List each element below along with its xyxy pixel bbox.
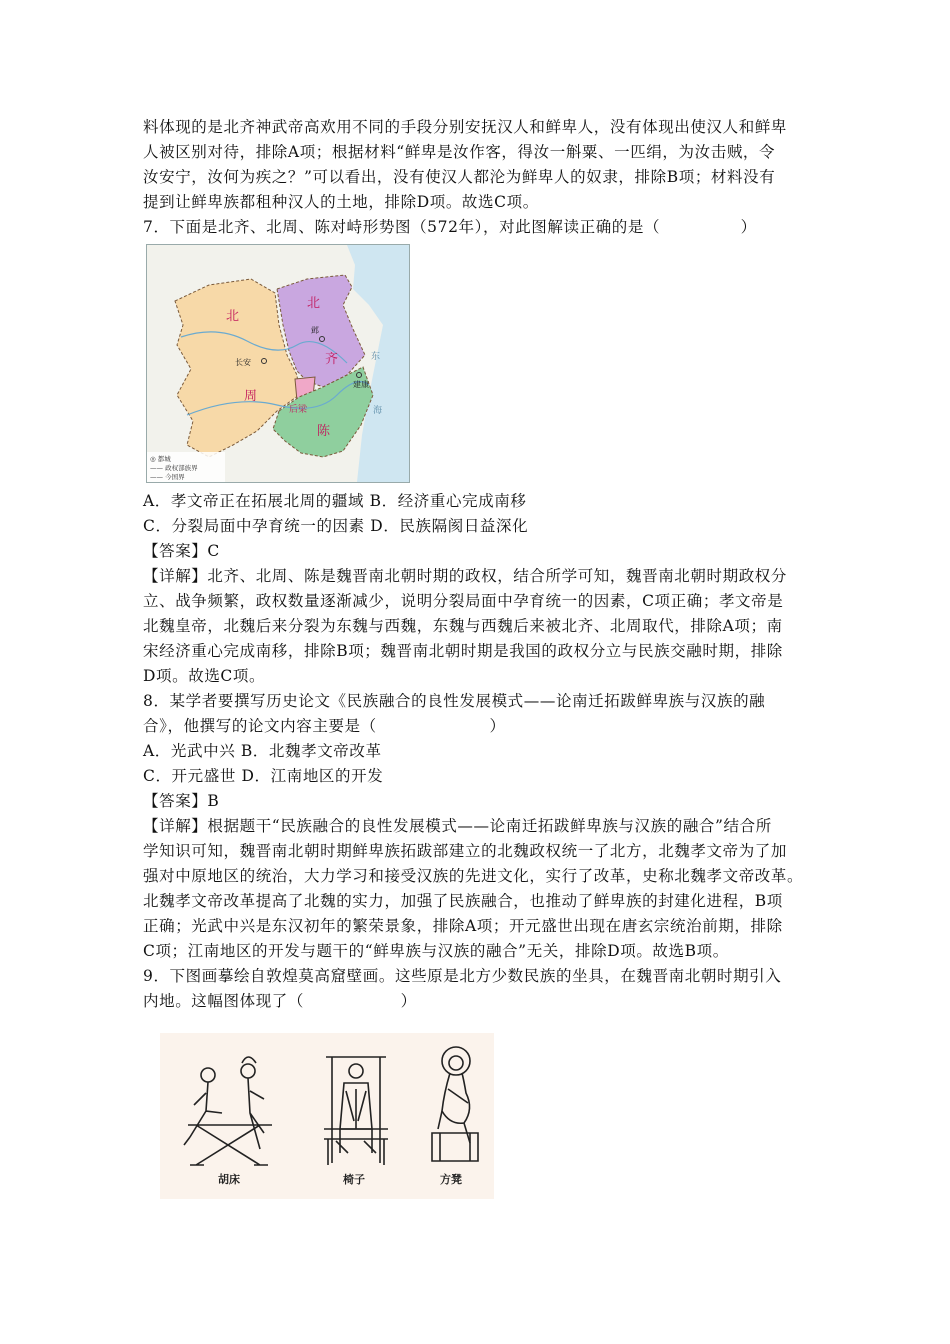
q7-detail-line: D项。故选C项。 bbox=[143, 667, 266, 685]
q8-stem-line2: 合》，他撰写的论文内容主要是（ ） bbox=[143, 717, 506, 735]
map-label-sea-2: 海 bbox=[373, 406, 383, 416]
map-label-zhou-2: 周 bbox=[244, 389, 258, 404]
q7-answer: 【答案】C bbox=[143, 542, 220, 560]
q8-options-line1: A．光武中兴 B．北魏孝文帝改革 bbox=[143, 742, 382, 760]
question-7-stem: 7．下面是北齐、北周、陈对峙形势图（572年），对此图解读正确的是（ ） bbox=[143, 218, 757, 236]
text-line: 提到让鲜卑族都租种汉人的土地，排除D项。故选C项。 bbox=[143, 193, 539, 211]
q8-options-line2: C．开元盛世 D．江南地区的开发 bbox=[143, 767, 384, 785]
map-label-chen: 陈 bbox=[317, 424, 331, 439]
map-figure-572 bbox=[146, 244, 410, 483]
q7-options-line2: C．分裂局面中孕育统一的因素 D．民族隔阂日益深化 bbox=[143, 517, 529, 535]
text-line: 汝安宁，汝何为疾之？”可以看出，没有使汉人都沦为鲜卑人的奴隶，排除B项；材料没有 bbox=[143, 168, 776, 186]
map-legend-capital: ◎ 都城 bbox=[150, 455, 171, 463]
q7-detail-line: 宋经济重心完成南移，排除B项；魏晋南北朝时期是我国的政权分立与民族交融时期，排除 bbox=[143, 642, 783, 660]
q8-detail-line: 正确；光武中兴是东汉初年的繁荣景象，排除A项；开元盛世出现在唐玄宗统治前期，排除 bbox=[143, 917, 783, 935]
q8-stem-line1: 8．某学者要撰写历史论文《民族融合的良性发展模式——论南迁拓跋鲜卑族与汉族的融 bbox=[143, 692, 766, 710]
text-line: 料体现的是北齐神武帝高欢用不同的手段分别安抚汉人和鲜卑人，没有体现出使汉人和鲜卑 bbox=[143, 118, 788, 136]
q7-options-line1: A．孝文帝正在拓展北周的疆域 B．经济重心完成南移 bbox=[143, 492, 527, 510]
map-label-zhou-1: 北 bbox=[226, 309, 240, 324]
q8-detail-line: 北魏孝文帝改革提高了北魏的实力，加强了民族融合，也推动了鲜卑族的封建化进程，B项 bbox=[143, 892, 783, 910]
q7-detail-line: 【详解】北齐、北周、陈是魏晋南北朝时期的政权，结合所学可知，魏晋南北朝时期政权分 bbox=[143, 567, 788, 585]
caption-fangdeng: 方凳 bbox=[440, 1173, 462, 1186]
map-legend-border: —— 政权部族界 bbox=[150, 464, 198, 472]
q8-detail-line: 学知识可知，魏晋南北朝时期鲜卑族拓跋部建立的北魏政权统一了北方，北魏孝文帝为了加 bbox=[143, 842, 788, 860]
q9-stem-line2: 内地。这幅图体现了（ ） bbox=[143, 992, 417, 1010]
q7-detail-line: 北魏皇帝，北魏后来分裂为东魏与西魏，东魏与西魏后来被北齐、北周取代，排除A项；南 bbox=[143, 617, 783, 635]
map-label-qi-2: 齐 bbox=[325, 352, 339, 367]
hu-chuang-illustration bbox=[184, 1057, 272, 1165]
mural-furniture-figure bbox=[160, 1033, 494, 1199]
map-label-sea: 东 bbox=[371, 352, 381, 362]
text-line: 人被区别对待，排除A项；根据材料“鲜卑是汝作客，得汝一斛粟、一匹绢，为汝击贼，令 bbox=[143, 143, 776, 161]
q8-answer: 【答案】B bbox=[143, 792, 220, 810]
map-label-hou-liang: 后梁 bbox=[289, 405, 308, 415]
caption-hu-chuang: 胡床 bbox=[218, 1173, 240, 1186]
caption-yizi: 椅子 bbox=[343, 1173, 365, 1186]
map-label-qi-1: 北 bbox=[307, 296, 321, 311]
q7-detail-line: 立、战争频繁，政权数量逐渐减少，说明分裂局面中孕育统一的因素，C项正确；孝文帝是 bbox=[143, 592, 784, 610]
map-label-jiankang: 建康 bbox=[353, 380, 369, 389]
fangdeng-illustration bbox=[432, 1047, 478, 1161]
q8-detail-line: 【详解】根据题干“民族融合的良性发展模式——论南迁拓跋鲜卑族与汉族的融合”结合所 bbox=[143, 817, 772, 835]
q8-detail-line: C项；江南地区的开发与题干的“鲜卑族与汉族的融合”无关，排除D项。故选B项。 bbox=[143, 942, 729, 960]
map-label-changan: 长安 bbox=[235, 358, 251, 367]
map-label-ye: 邺 bbox=[311, 326, 319, 335]
q8-detail-line: 强对中原地区的统治，大力学习和接受汉族的先进文化，实行了改革，史称北魏孝文帝改革。 bbox=[143, 867, 804, 885]
map-legend-modern: —— 今国界 bbox=[150, 473, 185, 481]
yizi-illustration bbox=[324, 1057, 388, 1165]
q9-stem-line1: 9．下图画摹绘自敦煌莫高窟壁画。这些原是北方少数民族的坐具，在魏晋南北朝时期引入 bbox=[143, 967, 782, 985]
